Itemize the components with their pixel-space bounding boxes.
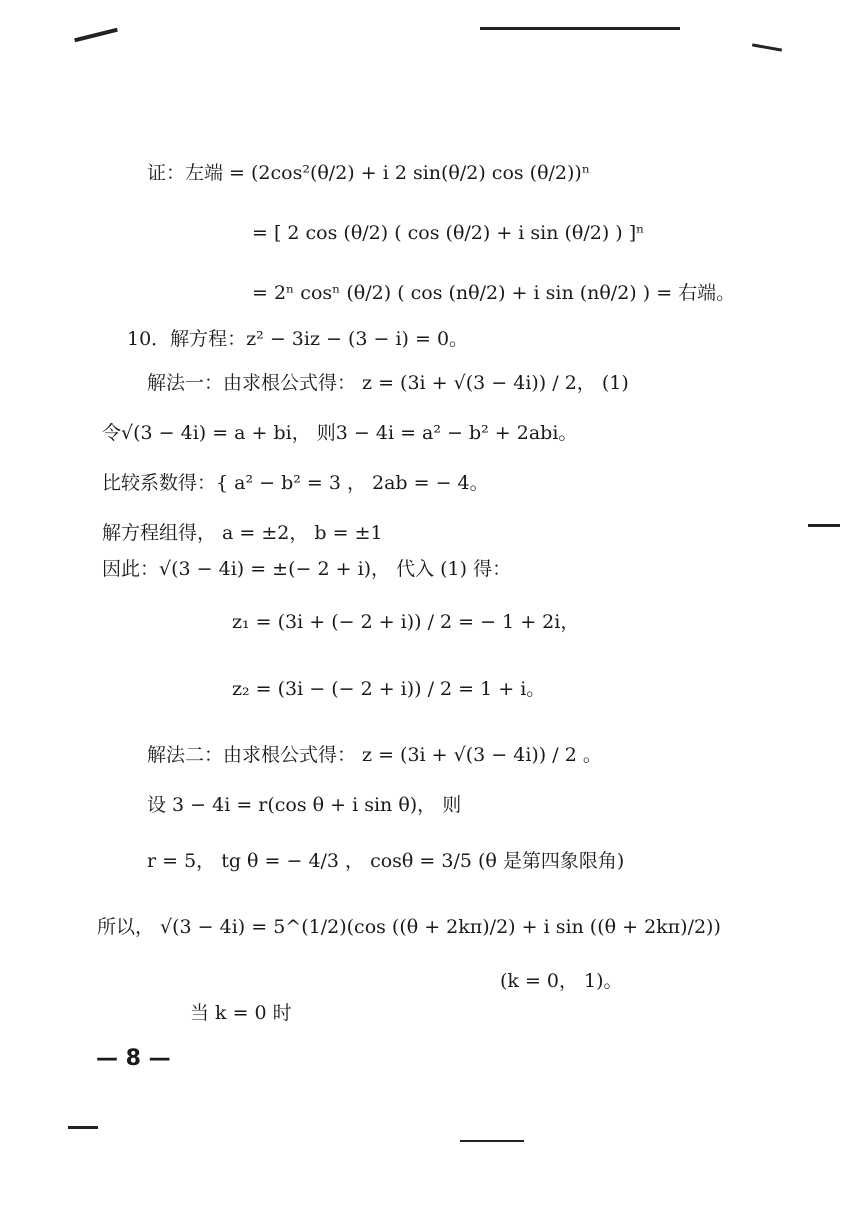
scan-mark-top-left bbox=[74, 28, 118, 43]
modulus-angle-line: r = 5， tg θ = − 4/3 ， cosθ = 3/5 (θ 是第四象限角) bbox=[147, 850, 625, 872]
case-k-zero: 当 k = 0 时 bbox=[190, 1002, 292, 1024]
scan-mark-top-right bbox=[752, 43, 782, 51]
scan-mark-bottom-center bbox=[460, 1140, 524, 1142]
coefficient-comparison: 比较系数得：{ a² − b² = 3 ， 2ab = − 4。 bbox=[102, 472, 489, 494]
page-number: — 8 — bbox=[96, 1046, 171, 1071]
therefore-line: 因此：√(3 − 4i) = ±(− 2 + i)， 代入 (1) 得： bbox=[102, 558, 512, 580]
system-solution: 解方程组得， a = ±2， b = ±1 bbox=[102, 522, 383, 544]
proof-line-3: = 2ⁿ cosⁿ (θ/2) ( cos (nθ/2) + i sin (nθ/2) ) = 右端。 bbox=[252, 282, 736, 304]
root-z2: z₂ = (3i − (− 2 + i)) / 2 = 1 + i。 bbox=[232, 678, 546, 700]
proof-line-2: = [ 2 cos (θ/2) ( cos (θ/2) + i sin (θ/2) ) ]ⁿ bbox=[252, 222, 645, 244]
k-values: (k = 0， 1)。 bbox=[500, 970, 623, 992]
scan-mark-top-rule bbox=[480, 27, 680, 30]
substitution-line: 令√(3 − 4i) = a + bi， 则3 − 4i = a² − b² + 2abi。 bbox=[102, 422, 578, 444]
problem-10-statement: 10．解方程：z² − 3iz − (3 − i) = 0。 bbox=[127, 328, 469, 350]
method-1-heading: 解法一：由求根公式得： z = (3i + √(3 − 4i)) / 2， (1) bbox=[147, 372, 629, 394]
method-2-heading: 解法二：由求根公式得： z = (3i + √(3 − 4i)) / 2 。 bbox=[147, 744, 602, 766]
scan-mark-right-edge bbox=[808, 524, 840, 527]
square-root-formula: 所以， √(3 − 4i) = 5^(1/2)(cos ((θ + 2kπ)/2) + i sin ((θ + 2kπ)/2)) bbox=[97, 916, 721, 938]
polar-form-setup: 设 3 − 4i = r(cos θ + i sin θ)， 则 bbox=[147, 794, 462, 816]
scan-mark-bottom-left bbox=[68, 1126, 98, 1129]
proof-line-1: 证：左端 = (2cos²(θ/2) + i 2 sin(θ/2) cos (θ/2))ⁿ bbox=[147, 162, 591, 184]
root-z1: z₁ = (3i + (− 2 + i)) / 2 = − 1 + 2i， bbox=[232, 611, 580, 633]
